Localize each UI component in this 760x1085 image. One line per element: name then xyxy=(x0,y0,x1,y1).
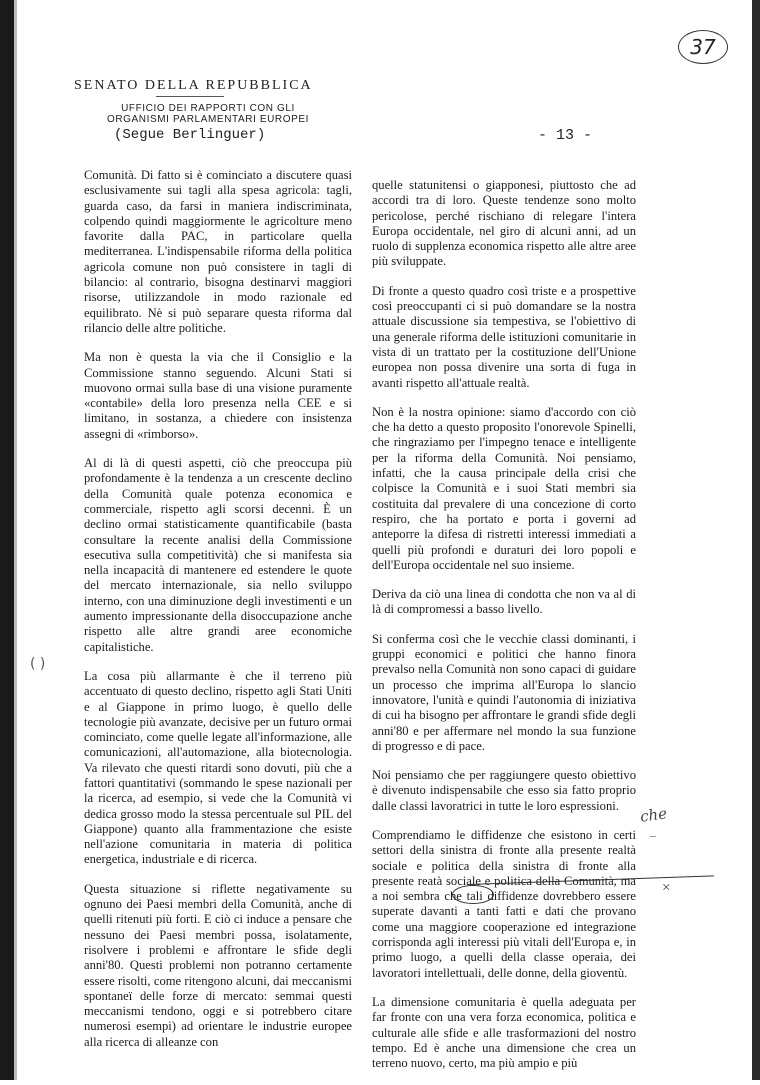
paragraph: Ma non è questa la via che il Consiglio e la Commissione stanno seguendo. Alcuni Stati si muovono ormai sulla base di una visione puramente «contabile» della loro presenza nella CEE e si limitano, in sostanza, a chiedere con insistenza assegni di «rimborso». xyxy=(84,350,352,441)
paragraph: Si conferma così che le vecchie classi dominanti, i gruppi economici e politici che hanno finora prevalso nella Comunità non sono capaci di guidare un processo che imprima all'Europa lo slancio innovatore, l'unità e quindi l'autonomia di iniziativa di cui ha bisogno per affrontare le grandi sfide degli anni'80 e per affermare nel mondo la sua funzione di progresso e di pace. xyxy=(372,631,636,753)
speaker-note: (Segue Berlinguer) xyxy=(114,127,266,143)
scan-edge-right xyxy=(752,0,760,1080)
paragraph: Noi pensiamo che per raggiungere questo obiettivo è divenuto indispensabile che esso sia fatto proprio dalle classi lavoratrici in tutte le loro espressioni. xyxy=(372,768,636,813)
paragraph: quelle statunitensi o giapponesi, piuttosto che ad accordi tra di loro. Queste tendenze sono molto pericolose, perché rischiano di relegare l'intera Europa occidentale, nel giro di alcuni anni, ad un ruolo di supplenza economica rispetto alle altre aree più sviluppate. xyxy=(372,178,636,269)
handwritten-margin-note: che xyxy=(638,804,669,826)
scan-edge-left xyxy=(0,0,14,1080)
paragraph: Di fronte a questo quadro così triste e a prospettive così preoccupanti ci si può domandare se la nostra attuale discussione sia tempestiva, se l'obiettivo di una generale riforma delle istituzioni comunitarie in vista di un trattato per la costituzione dell'Unione europea non possa divenire una sorta di fuga in avanti rispetto all'attuale realtà. xyxy=(372,283,636,390)
header-title: SENATO DELLA REPUBBLICA xyxy=(74,78,313,93)
margin-dash-mark: – xyxy=(650,828,656,842)
paragraph: Al di là di questi aspetti, ciò che preoccupa più profondamente è la tendenza a un crescente declino della Comunità quale potenza economica e commerciale, rispetto agli scorsi decenni. È un declino ormai statisticamente quantificabile (basta consultare la recente analisi della Commissione esecutiva sulla competitività) che si manifesta sia nella incapacità di mantenere ed estendere le quote del mercato internazionale, sia nello sviluppo interno, con una diminuzione degli investimenti e un aumento impressionante della disoccupazione anche rispetto alle altre grandi aree economiche capitalistiche. xyxy=(84,456,352,654)
handwritten-page-marker: 37 xyxy=(678,30,728,64)
pen-circle-mark xyxy=(452,885,494,904)
page-number: - 13 - xyxy=(538,127,593,144)
left-column xyxy=(84,168,352,1064)
paragraph: Questa situazione si riflette negativamente su ognuno dei Paesi membri della Comunità, anche di quelli ritenuti più forti. E ciò ci induce a pensare che nessuno dei Paesi membri possa, isolatamente, risolvere i problemi e affrontare le sfide degli anni'80. Questi problemi non potranno certamente essere risolti, come ritengono alcuni, dai meccanismi spontaneï delle forze di mercato: semmai questi meccanismi tendono, oggi e si potrebbero citare numerosi esempi) ad orientare le industrie europee alla ricerca di alleanze con xyxy=(84,881,352,1049)
right-column xyxy=(372,178,636,1085)
paragraph: Comunità. Di fatto si è cominciato a discutere quasi esclusivamente sui tagli alla spesa agricola: tagli, guarda caso, da farsi in maniera indiscriminata, colpendo quindi maggiormente le agricolture meno favorite dalla PAC, in particolare quella mediterranea. L'indispensabile riforma della politica agricola comune non può consistere in tagli di bilancio: al contrario, bisogna destinarvi maggiori risorse, utilizzandole in modo razionale ed equilibrato. Nè si può separare questa riforma dal rilancio delle altre politiche. xyxy=(84,168,352,335)
header-rule xyxy=(156,96,224,97)
margin-parenthesis-mark: ( ) xyxy=(30,656,46,672)
paragraph: La dimensione comunitaria è quella adeguata per far fronte con una vera forza economica, politica e culturale alle sfide e alle trasformazioni del nostro tempo. Ed è anche una dimensione che crea un terreno nuovo, certo, ma più ampio e più xyxy=(372,994,636,1071)
header-office-line1: UFFICIO DEI RAPPORTI CON GLI xyxy=(121,103,295,114)
paragraph: Non è la nostra opinione: siamo d'accordo con ciò che ha detto a questo proposito l'onorevole Spinelli, che ringraziamo per l'impegno tenace e intelligente per la riforma della Comunità. Noi pensiamo, infatti, che la causa principale della crisi che colpisce la Comunità e i suoi Stati membri sia costituita dal prevalere di una concezione di corto respiro, che ha portato e porta i governi ad anteporre la difesa di ristretti interessi immediati a quelli più profondi e duraturi dei loro popoli e dell'Europa occidentale nel suo insieme. xyxy=(372,404,636,572)
header-office-line2: ORGANISMI PARLAMENTARI EUROPEI xyxy=(106,114,310,125)
header-office xyxy=(88,103,328,125)
paragraph: La cosa più allarmante è che il terreno più accentuato di questo declino, rispetto agli Stati Uniti e al Giappone in primo luogo, è quello delle tecnologie più avanzate, decisive per un futuro ormai cominciato, come quelle legate all'informazione, alle comunicazioni, all'automazione, alla biotecnologia. Va rilevato che questi ritardi sono dovuti, più che a fattori quantitativi (sommando le spese nazionali per la ricerca, ad esempio, si vede che la Comunità vi dedica grosso modo la stessa percentuale sul PIL del Giappone) quanto alla frammentazione che esiste nell'azione comunitaria in materia di politica energetica, industriale e di ricerca. xyxy=(84,668,352,867)
paragraph: Deriva da ciò una linea di condotta che non va al di là di compromessi a basso livello. xyxy=(372,587,636,617)
paragraph: Comprendiamo le diffidenze che esistono in certi settori della sinistra di fronte alla presente realtà sociale e politica della sinistra di fronte alla presente reatà sociale e politica della Comunità, ma a noi sembra che tali diffidenze dovrebbero essere superate davanti a tanti fatti e dati che provano come una maggiore cooperazione ed integrazione corrisponda agli interessi più vitali dell'Europa e, in primo luogo, a quelli della classe operaia, dei lavoratori intellettuali, delle donne, della gioventù. xyxy=(372,827,636,980)
margin-cross-mark: × xyxy=(662,880,671,896)
scan-edge-shadow xyxy=(14,0,17,1080)
